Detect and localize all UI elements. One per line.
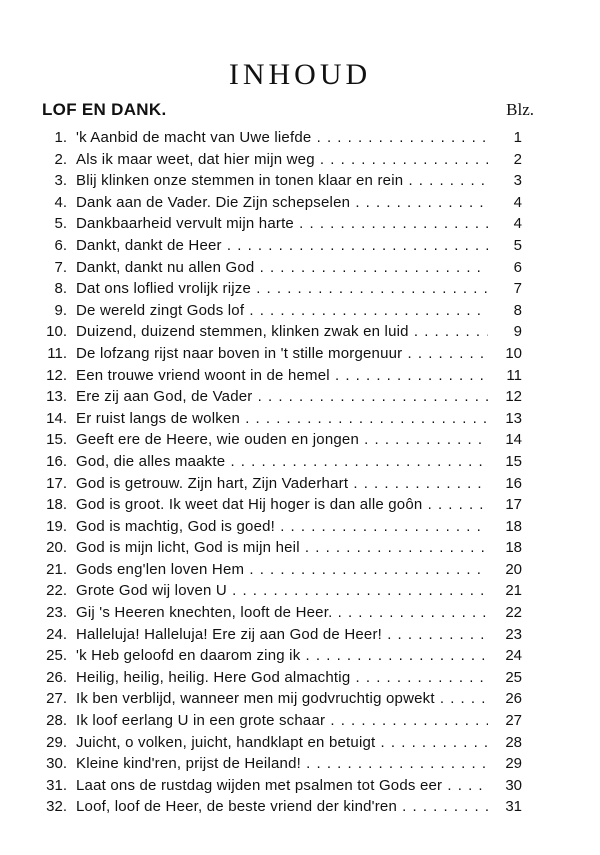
toc-entry-page: 1 xyxy=(513,129,522,146)
toc-entry-title: Dank aan de Vader. Die Zijn schepselen . . xyxy=(76,192,488,214)
toc-entry-number: 14. xyxy=(46,409,67,427)
toc-entry-title: Een trouwe vriend woont in de hemel . . xyxy=(76,365,488,387)
toc-entry-page: 25 xyxy=(505,668,522,686)
toc-entry-number: 6. xyxy=(54,236,67,254)
toc-entry-title: De lofzang rijst naar boven in 't stille morgenuur . . xyxy=(76,343,488,365)
toc-entry-number: 17. xyxy=(46,474,67,492)
toc-entry xyxy=(0,537,600,559)
toc-entry-number: 9. xyxy=(54,301,67,319)
toc-entry-title: Dankt, dankt nu allen God . . xyxy=(76,257,488,279)
toc-entry-number: 3. xyxy=(54,172,67,190)
toc-entry xyxy=(0,365,600,387)
toc-entry-page: 15 xyxy=(505,452,522,470)
toc-entry xyxy=(0,429,600,451)
toc-entry-page: 7 xyxy=(513,280,522,298)
toc-entry xyxy=(0,257,600,279)
toc-entry-page: 3 xyxy=(513,172,522,190)
toc-entry-title: God is getrouw. Zijn hart, Zijn Vaderhart . . xyxy=(76,473,488,495)
toc-entry-title: Heilig, heilig, heilig. Here God almachtig . . xyxy=(76,667,488,689)
toc-entry-page: 18 xyxy=(505,517,522,535)
toc-entry-number: 8. xyxy=(54,280,67,298)
toc-entry xyxy=(0,300,600,322)
toc-entry-title: Loof, loof de Heer, de beste vriend der kind'ren . . xyxy=(76,796,488,818)
toc-entry-page: 26 xyxy=(505,690,522,708)
toc-entry-title: 'k Aanbid de macht van Uwe liefde . . xyxy=(76,127,488,149)
toc-entry-number: 1. xyxy=(54,129,67,146)
toc-entry-page: 4 xyxy=(513,193,522,211)
section-header xyxy=(42,100,534,120)
toc-entry-title: Kleine kind'ren, prijst de Heiland! . . xyxy=(76,753,488,775)
toc-entry-title: Dankbaarheid vervult mijn harte . . xyxy=(76,213,488,235)
toc-entry-title: Er ruist langs de wolken . . xyxy=(76,408,488,430)
toc-entry-page: 11 xyxy=(506,366,522,384)
toc-entry-page: 6 xyxy=(513,258,522,276)
toc-entry xyxy=(0,688,600,710)
toc-entry-page: 10 xyxy=(505,344,522,362)
toc-entry xyxy=(0,645,600,667)
toc-entry-number: 7. xyxy=(54,258,67,276)
toc-entry-title: Ere zij aan God, de Vader . . xyxy=(76,386,488,408)
toc-entry xyxy=(0,386,600,408)
toc-entry-title: God is machtig, God is goed! . . xyxy=(76,516,488,538)
toc-entry-number: 26. xyxy=(46,668,67,686)
toc-entry-page: 8 xyxy=(513,301,522,319)
toc-entry xyxy=(0,732,600,754)
toc-entry-page: 23 xyxy=(505,625,522,643)
toc-entry-title: Juicht, o volken, juicht, handklapt en betuigt . . xyxy=(76,732,488,754)
toc-entry-number: 16. xyxy=(46,452,67,470)
toc-entry-number: 25. xyxy=(46,647,67,665)
toc-entry-number: 19. xyxy=(46,517,67,535)
toc-entry-page: 24 xyxy=(505,647,522,665)
toc-entry-page: 16 xyxy=(505,474,522,492)
toc-entry-title: Als ik maar weet, dat hier mijn weg . . xyxy=(76,149,488,171)
toc-entry xyxy=(0,559,600,581)
toc-entry-title: Blij klinken onze stemmen in tonen klaar en rein . . xyxy=(76,170,488,192)
toc-entry xyxy=(0,321,600,343)
toc-entry-number: 30. xyxy=(46,755,67,773)
toc-entry xyxy=(0,753,600,775)
toc-entry xyxy=(0,516,600,538)
toc-entry-title: Dat ons loflied vrolijk rijze . . xyxy=(76,278,488,300)
toc-entry-title: 'k Heb geloofd en daarom zing ik . . xyxy=(76,645,488,667)
toc-entry-title: Grote God wij loven U . . xyxy=(76,580,488,602)
toc-entry-page: 21 xyxy=(505,582,522,600)
page-column-label: Blz. xyxy=(506,100,534,119)
toc-entry-title: Ik loof eerlang U in een grote schaar . . xyxy=(76,710,488,732)
toc-entry-number: 24. xyxy=(46,625,67,643)
toc-entry-title: De wereld zingt Gods lof . . xyxy=(76,300,488,322)
toc-entry xyxy=(0,580,600,602)
toc-entry-number: 32. xyxy=(46,798,67,816)
toc-entry xyxy=(0,213,600,235)
toc-entry-number: 15. xyxy=(46,431,67,449)
toc-entry-number: 10. xyxy=(46,323,67,341)
toc-entry-page: 2 xyxy=(513,150,522,168)
toc-entry-number: 4. xyxy=(54,193,67,211)
toc-entry xyxy=(0,602,600,624)
toc-entry-number: 18. xyxy=(46,496,67,514)
toc-entry-number: 27. xyxy=(46,690,67,708)
toc-entry-page: 18 xyxy=(505,539,522,557)
toc-entry-page: 5 xyxy=(513,236,522,254)
toc-entry-page: 22 xyxy=(505,604,522,622)
toc-entry xyxy=(0,667,600,689)
toc-entry-number: 28. xyxy=(46,712,67,730)
toc-entry xyxy=(0,127,600,149)
toc-entry-title: Dankt, dankt de Heer . . xyxy=(76,235,488,257)
toc-entry-title: Gods eng'len loven Hem . . xyxy=(76,559,488,581)
toc-entry xyxy=(0,235,600,257)
toc-entry xyxy=(0,494,600,516)
toc-entry xyxy=(0,343,600,365)
toc-entry-page: 12 xyxy=(505,388,522,406)
toc-entry-page: 29 xyxy=(505,755,522,773)
toc-entry-page: 20 xyxy=(505,560,522,578)
toc-entry-title: God is groot. Ik weet dat Hij hoger is dan alle goôn . . xyxy=(76,494,488,516)
toc-entry-number: 31. xyxy=(46,776,67,794)
toc-entry xyxy=(0,408,600,430)
toc-entry xyxy=(0,775,600,797)
toc-entry-title: Duizend, duizend stemmen, klinken zwak en luid . . xyxy=(76,321,488,343)
section-title: LOF EN DANK. xyxy=(42,100,167,119)
toc-entry-number: 12. xyxy=(46,366,67,384)
toc-entry xyxy=(0,278,600,300)
toc-entry-number: 13. xyxy=(46,388,67,406)
toc-entry-title: Halleluja! Halleluja! Ere zij aan God de Heer! . . xyxy=(76,624,488,646)
toc-entry-title: Gij 's Heeren knechten, looft de Heer. . . xyxy=(76,602,488,624)
toc-entry-title: Laat ons de rustdag wijden met psalmen tot Gods eer . . xyxy=(76,775,488,797)
toc-entry-page: 13 xyxy=(505,409,522,427)
toc-entry-title: God is mijn licht, God is mijn heil . . xyxy=(76,537,488,559)
toc-entry-page: 28 xyxy=(505,733,522,751)
page-title: INHOUD xyxy=(228,58,372,91)
toc-entry xyxy=(0,473,600,495)
toc-entry xyxy=(0,624,600,646)
table-of-contents xyxy=(0,127,600,818)
toc-entry-title: Ik ben verblijd, wanneer men mij godvruchtig opwekt . . xyxy=(76,688,488,710)
toc-entry-number: 11. xyxy=(47,344,67,362)
toc-entry-title: God, die alles maakte . . xyxy=(76,451,488,473)
toc-entry xyxy=(0,710,600,732)
toc-entry-page: 14 xyxy=(505,431,522,449)
toc-entry-number: 21. xyxy=(46,560,67,578)
toc-entry xyxy=(0,192,600,214)
toc-entry-number: 2. xyxy=(54,150,67,168)
toc-entry-number: 23. xyxy=(46,604,67,622)
toc-entry-number: 22. xyxy=(46,582,67,600)
toc-entry-title: Geeft ere de Heere, wie ouden en jongen . . xyxy=(76,429,488,451)
toc-entry xyxy=(0,796,600,818)
toc-entry xyxy=(0,149,600,171)
toc-entry xyxy=(0,170,600,192)
toc-entry xyxy=(0,451,600,473)
toc-entry-page: 31 xyxy=(505,798,522,816)
toc-entry-page: 9 xyxy=(513,323,522,341)
toc-entry-number: 29. xyxy=(46,733,67,751)
toc-entry-number: 20. xyxy=(46,539,67,557)
toc-entry-page: 30 xyxy=(505,776,522,794)
toc-entry-page: 27 xyxy=(505,712,522,730)
toc-entry-page: 4 xyxy=(513,215,522,233)
toc-entry-page: 17 xyxy=(505,496,522,514)
toc-entry-number: 5. xyxy=(54,215,67,233)
